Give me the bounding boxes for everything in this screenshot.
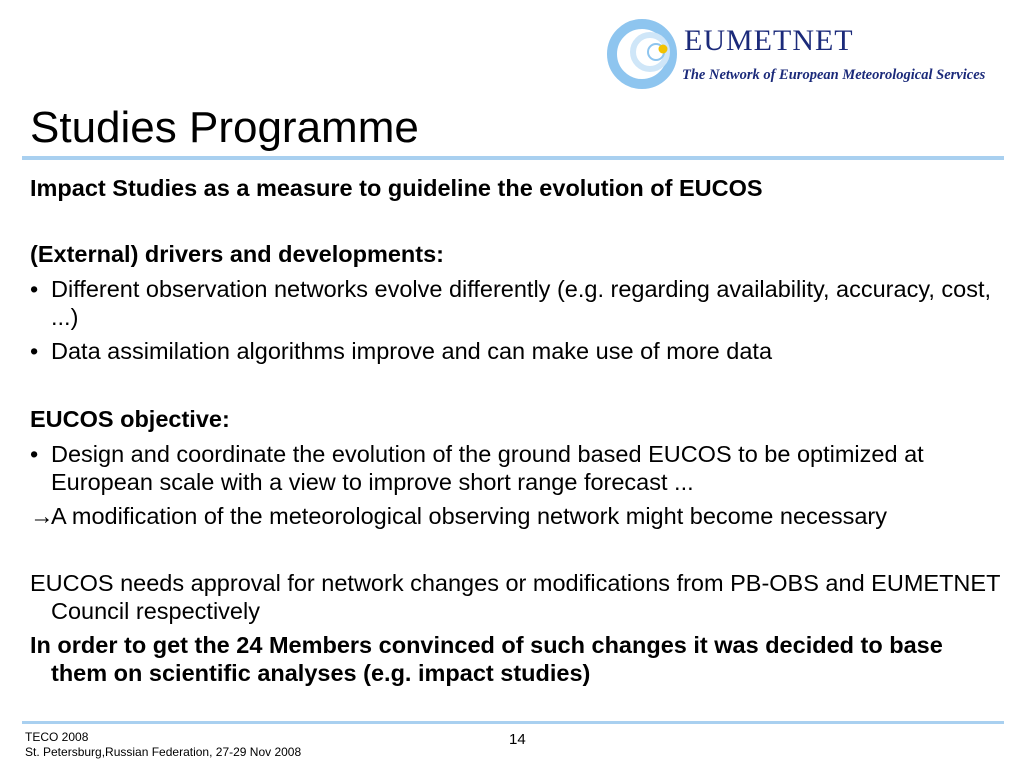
driver-text-2: Data assimilation algorithms improve and can make use of more data	[51, 338, 773, 364]
arrow-text: A modification of the meteorological observing network might become necessary	[51, 503, 887, 529]
drivers-heading: (External) drivers and developments:	[30, 241, 444, 267]
driver-text-1: Different observation networks evolve differently (e.g. regarding availability, accuracy, cost, ...)	[51, 276, 992, 330]
bullet-marker: •	[30, 338, 39, 364]
footer-event: TECO 2008	[25, 730, 89, 744]
slide-title: Studies Programme	[30, 103, 419, 152]
logo-tagline: The Network of European Meteorological Services	[682, 67, 986, 83]
footer-info	[25, 730, 301, 760]
page-number: 14	[509, 731, 526, 748]
driver-bullet-1	[30, 275, 1000, 331]
impact-studies-heading: Impact Studies as a measure to guideline the evolution of EUCOS	[30, 175, 763, 201]
footer-divider	[22, 721, 1004, 724]
driver-bullet-2	[30, 337, 1000, 365]
arrow-item	[30, 502, 1000, 530]
objective-bullet	[30, 440, 1000, 496]
eumetnet-emblem-icon	[606, 14, 684, 94]
eumetnet-logo	[606, 14, 1006, 94]
slide-body	[30, 174, 1000, 687]
title-divider	[22, 156, 1004, 160]
approval-text: EUCOS needs approval for network changes or modifications from PB-OBS and EUMETNET Council respectively	[30, 570, 1000, 624]
conclusion-text: In order to get the 24 Members convinced of such changes it was decided to base them on scientific analyses (e.g. impact studies)	[30, 632, 943, 686]
footer-location: St. Petersburg,Russian Federation, 27-29 Nov 2008	[25, 745, 302, 759]
bullet-marker: •	[30, 276, 39, 302]
arrow-icon: →	[30, 503, 54, 529]
bullet-marker: •	[30, 441, 39, 467]
objective-heading: EUCOS objective:	[30, 406, 230, 432]
logo-name: EUMETNET	[684, 24, 854, 57]
objective-text: Design and coordinate the evolution of the ground based EUCOS to be optimized at European scale with a view to improve short range forecast ...	[51, 441, 924, 495]
